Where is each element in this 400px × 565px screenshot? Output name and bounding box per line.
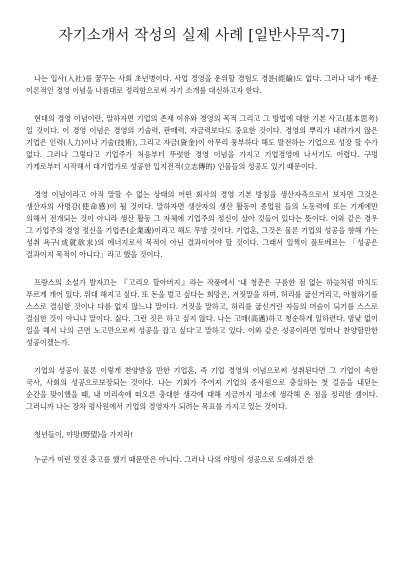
paragraph-career-goal: 기업의 성공이 물론 이렇게 찬양받을 만한 기업혼, 즉 기업 경영의 이념으로써 성취된다면 그 기업이 속한 국사, 사회의 성공으로보장되는 것이다. 나는 기회가 주어져 기업의 종사원으로 충실하는 첫 걸음을 내딛는 순간을 맞이했을 때, 내 머리속에 떠오른 충대한 생각에 대해 지금까지 평소에 생각해 온 점을 정리한 셈이다. 그러니까 나는 장차 평사원에서 기업의 경영자가 되려는 목표를 가지고 있는 것이다.: [26, 366, 378, 411]
paragraph-intro: 나는 입사(入社)를 꿈꾸는 사회 초년병이다. 사업 경영을 운위할 경험도 경륜(經綸)도 없다. 그러나 내가 배운 이론적인 경영 이념을 나름대로 정리함으로써 자기 소개를 대신하고자 한다.: [26, 74, 378, 95]
paragraph-corporate-spirit: 경영 이념이라고 아직 말할 수 없는 상태의 어떤 회사의 경영 기본 방침을 생산자측으로서 보자면 그것은 생산자의 사명감(使命感)이 될 것이다. 말하자면 생산자의 생산 활동이 종업원 들의 노동력에 또는 기계에만 의해서 전개되는 것이 아니라 생산 활동 그 자체에 기업주의 정신이 살아 깃들어 있다는 뜻이다. 이와 같은 경우 그 기업주의 경영 정신을 기업존(企業魂)이라고 해도 무방 것이다. 기업혼, 그것은 물론 기업의 성공을 향해 가는 성취 욕구(成就欲求)의 에너지로서 목적이 아닌 결과이어야 할 것이다. 그래서 일찍이 플토베르는 「성공은 결과이지 목적이 아니다」라고 했을 것이다.: [26, 190, 378, 259]
paragraph-ambition: 청년들이, 야망(野望)을 가지라!: [34, 430, 134, 439]
paragraph-balzac-quote: 프랑스의 소설가 발자끄는 『고리오 할아버지』라는 작품에서 '내 청춘은 구름한 점 없는 하늘처럼 마치도 푸르게 개어 있다. 위대 해지고 싶다. 또 돈을 벌고 싶다는 희망은, 거짓말을 하며, 허리를 굽신거리고, 아첨하기를 스스로 결심한 것이나 다름 없지 않느냐 말이다. 거짓을 말하고, 허리를 굽신거린 자들의 머슴이 되기를 스스로 결심한 것이 아니냐 말이다. 싫다. 그런 짓은 하고 싶지 않다. 나는 고매(高邁)하고 청순하게 일하련다. 밤낮 없이 일을 해서 나의 근면 노고만으로써 성공을 잡고 싶다'고 말하고 있다. 이와 같은 성공이라면 얼마나 찬양할만한 성공이겠는가.: [26, 278, 378, 347]
paragraph-management-philosophy: 현대의 경영 이념이란, 말하자면 기업의 존재 이유와 경영의 목적 그리고 그 방법에 대한 기본 사고(基本思考)일 것이다. 이 경영 이념은 경영의 기술력, 판매력, 자금력보다도 중요한 것이다. 경영의 뿌리가 내려가지 않은 기업은 인력(人力)이나 기술(技術), 그리고 자금(資金)이 아무리 풍부하다 해도 발전하는 기업으로 성장 할 수가 없다. 그러나 그렇다고 기업주가 처음부터 뚜렷한 경영 이념을 가지고 기업경영에 나서기도 어렵다. 구멍 가게로부터 시작해서 대기업가로 성공한 입지전적(立志傳的) 인물들의 성공도 있기 때문이다.: [26, 114, 378, 171]
paragraph-closing: 누군가 이런 멋진 충고를 했기 때문만은 아니다. 그러나 나의 야망이 성공으로 도래하건 한: [34, 455, 314, 464]
document-title: 자기소개서 작성의 실제 사례 [일반사무직-7]: [58, 28, 346, 44]
